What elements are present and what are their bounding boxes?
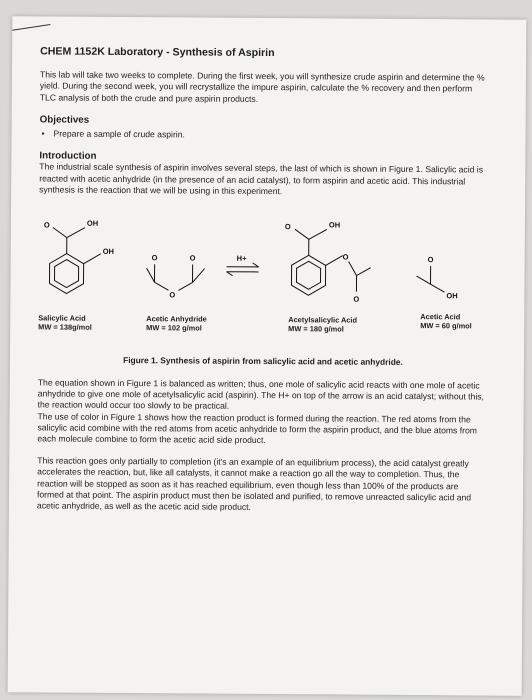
- objectives-section: [40, 114, 490, 143]
- paragraph-equilibrium: This reaction goes only partially to completion (it's an example of an equilibrium process), the acid catalyst greatly accelerates the reaction, but, like all catalysts, it cannot make a reaction go all the way to completion. Thus, the reaction will be stopped as soon as it has reached equilibrium, even though less than 100% of the products are formed at that point. The aspirin product must then be isolated and purified, to remove unreacted salicylic acid and acetic anhydride, as well as the acetic acid side product.: [36, 455, 472, 512]
- introduction-text: The industrial scale synthesis of aspirin involves several steps, the last of which is shown in Figure 1. Salicylic acid is reacted with acetic anhydride (in the presence of an acid catalyst), to form aspirin and acetic acid. This industrial synthesis is the reaction that we will be using in this experiment.: [39, 161, 484, 196]
- acetic-acid-structure: [416, 266, 444, 292]
- figure-caption: Figure 1. Synthesis of aspirin from salicylic acid and acetic anhydride.: [123, 355, 403, 367]
- salicylic-acid-name: Salicylic Acid: [38, 313, 86, 323]
- objective-item: • Prepare a sample of crude aspirin.: [54, 129, 490, 143]
- acetic-acid-oh: OH: [446, 291, 458, 301]
- aspirin-carbonyl-o: O: [284, 222, 291, 232]
- aspirin-ester-o: O: [342, 252, 349, 262]
- paragraph-color: The use of color in Figure 1 shows how the reaction product is formed during the reaction. The red atoms from the salicylic acid combine with the red atoms from acetic anhydride to form the aspirin product, and the blue atoms from each molecule combine to form the acetic acid side product.: [37, 411, 477, 446]
- aspirin-structure: [291, 229, 370, 296]
- acetylsalicylic-acid-label: [288, 315, 357, 333]
- objectives-heading: Objectives: [39, 114, 90, 126]
- intro-paragraph: This lab will take two weeks to complete. During the first week, you will synthesize crude aspirin and determine the % yield. During the second week, you will recrystallize the impure aspirin, calculate the % recovery and then perform TLC analysis of both the crude and pure aspirin products.: [39, 69, 485, 104]
- page-title: CHEM 1152K Laboratory - Synthesis of Aspirin: [40, 45, 275, 60]
- document-content: [37, 46, 490, 514]
- introduction-section: [39, 151, 489, 199]
- salicylic-carbonyl-o: O: [43, 220, 50, 230]
- anhydride-o-left: O: [151, 253, 158, 263]
- acetic-anhydride-structure: [146, 264, 204, 290]
- salicylic-acid-mw: MW = 138g/mol: [38, 322, 92, 332]
- aspirin-acetyl-o: O: [353, 294, 360, 304]
- introduction-heading: Introduction: [39, 150, 97, 163]
- acetic-acid-name: Acetic Acid: [420, 312, 461, 322]
- acetylsalicylic-acid-name: Acetylsalicylic Acid: [288, 315, 358, 325]
- salicylic-phenol-oh: OH: [102, 246, 115, 256]
- anhydride-o-right: O: [189, 253, 196, 263]
- equilibrium-arrow: [227, 263, 259, 276]
- acetic-acid-mw: MW = 60 g/mol: [420, 321, 472, 331]
- objectives-list: [40, 128, 490, 142]
- paragraph-equation: The equation shown in Figure 1 is balanced as written; thus, one mole of salicylic acid reacts with one mole of acetic anhydride to give one mole of acetylsalicylic acid (aspirin). The H+ on top of the arrow is an acid catalyst; without this, the reaction would occur too slowly to be practical.: [37, 377, 484, 412]
- catalyst-label: H+: [236, 253, 247, 263]
- acetic-acid-o: O: [427, 255, 434, 265]
- salicylic-acid-structure: [49, 228, 100, 294]
- acetic-anhydride-name: Acetic Anhydride: [146, 314, 207, 324]
- acetic-anhydride-mw: MW = 102 g/mol: [146, 323, 202, 333]
- acetylsalicylic-acid-mw: MW = 180 g/mol: [288, 324, 344, 334]
- acetic-acid-label: [420, 312, 472, 330]
- salicylic-acid-oh: OH: [86, 218, 99, 228]
- reaction-figure: [38, 201, 489, 369]
- anhydride-o-bridge: O: [169, 290, 176, 300]
- document-page: [8, 16, 527, 696]
- acetic-anhydride-label: [146, 314, 207, 332]
- aspirin-acid-oh: OH: [328, 220, 341, 230]
- salicylic-acid-label: [38, 313, 92, 331]
